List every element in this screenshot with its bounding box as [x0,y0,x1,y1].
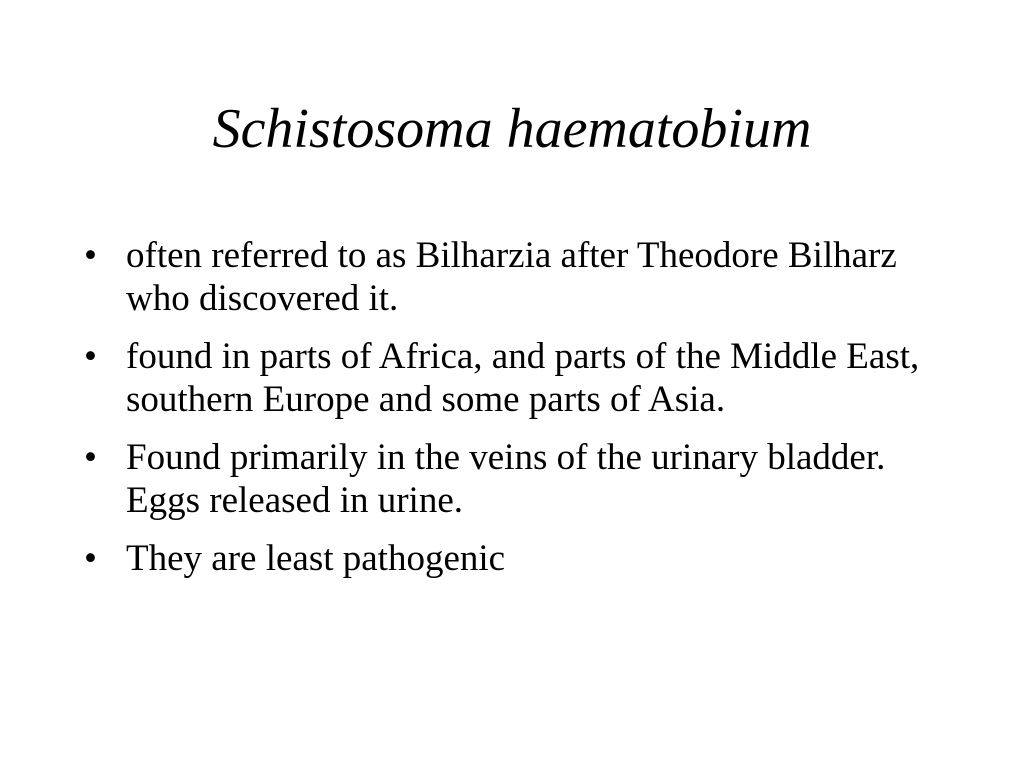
bullet-text: often referred to as Bilharzia after Theodore Bilharz who discovered it. [126,235,897,319]
bullet-icon: • [84,235,97,276]
bullet-item [84,436,944,522]
bullet-list [84,234,944,595]
bullet-icon: • [84,437,97,478]
bullet-text: found in parts of Africa, and parts of the Middle East, southern Europe and some parts of Asia. [126,336,920,420]
slide-title: Schistosoma haematobium [212,98,812,160]
bullet-item [84,335,944,421]
bullet-item [84,537,944,580]
bullet-text: Found primarily in the veins of the urinary bladder. Eggs released in urine. [126,437,886,521]
bullet-item [84,234,944,320]
bullet-icon: • [84,538,97,579]
bullet-icon: • [84,336,97,377]
bullet-text: They are least pathogenic [126,538,506,579]
